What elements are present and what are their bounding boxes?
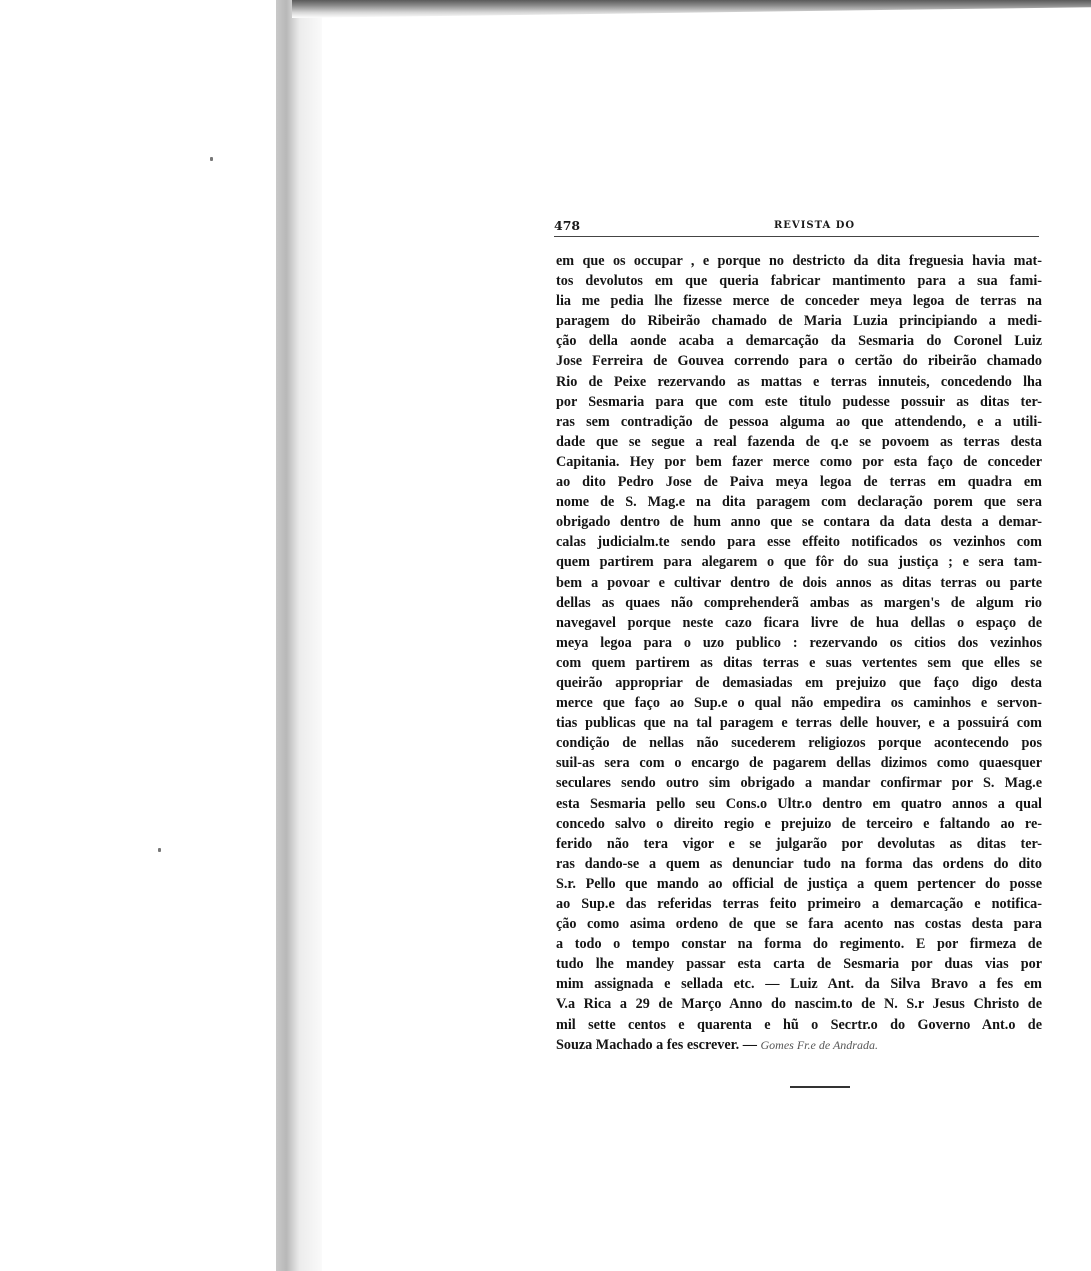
page-number: 478	[554, 218, 581, 233]
scan-top-edge	[292, 0, 1091, 18]
body-text	[556, 251, 1042, 1055]
text-line: paragem do Ribeirão chamado de Maria Luzia principiando a medi-	[556, 313, 1042, 330]
text-line: concedo salvo o direito regio e prejuizo de terceiro e faltando ao re-	[556, 815, 1042, 832]
text-line: ção della aonde acaba a demarcação da Sesmaria do Coronel Luiz	[556, 333, 1042, 350]
text-line: dade que se segue a real fazenda de q.e se povoem as terras desta	[556, 433, 1042, 450]
text-line: bem a povoar e cultivar dentro de dois annos as ditas terras ou parte	[556, 574, 1042, 591]
text-line: queirão appropriar de demasiadas em prejuizo que faço digo desta	[556, 674, 1042, 691]
text-line: V.a Rica a 29 de Março Anno do nascim.to de N. S.r Jesus Christo de	[556, 996, 1042, 1013]
text-line: calas judicialm.te sendo para esse effeito notificados os vezinhos com	[556, 534, 1042, 551]
book-gutter-fade	[300, 0, 322, 1271]
text-line: por Sesmaria para que com este titulo pudesse possuir as ditas ter-	[556, 393, 1042, 410]
text-line: merce que faço ao Sup.e o qual não empedira os caminhos e servon-	[556, 695, 1042, 712]
closing-text: Souza Machado a fes escrever. —	[556, 1036, 761, 1053]
page-margin-left	[0, 0, 282, 1271]
text-line: nome de S. Mag.e na dita paragem com declaração porem que sera	[556, 494, 1042, 511]
text-line: tias publicas que na tal paragem e terras delle houver, e a possuirá com	[556, 715, 1042, 732]
text-line: tos devolutos em que queria fabricar mantimento para a sua fami-	[556, 273, 1042, 290]
text-line: navegavel porque neste cazo ficara livre de hua dellas o espaço de	[556, 614, 1042, 631]
book-page	[554, 214, 1044, 1055]
text-line: condição de nellas não sucederem religiozos porque acontecendo pos	[556, 735, 1042, 752]
text-line: lia me pedia lhe fizesse merce de conceder meya legoa de terras na	[556, 293, 1042, 310]
text-line: em que os occupar , e porque no destricto da dita freguesia havia mat-	[556, 253, 1042, 269]
text-line: tudo lhe mandey passar esta carta de Sesmaria por duas vias por	[556, 956, 1042, 973]
text-line: com quem partirem as ditas terras e suas vertentes sem que elles se	[556, 654, 1042, 671]
running-head	[554, 214, 1044, 236]
text-line-last	[556, 1035, 1042, 1055]
text-line: ras sem contradição de pessoa alguma ao que attendendo, e a utili-	[556, 413, 1042, 430]
text-line: ferido não tera vigor e se julgarão por devolutas as ditas ter-	[556, 835, 1042, 852]
text-line: ao dito Pedro Jose de Paiva meya legoa de terras em quadra em	[556, 474, 1042, 491]
text-line: esta Sesmaria pello seu Cons.o Ultr.o dentro em quatro annos a qual	[556, 795, 1042, 812]
end-rule	[790, 1086, 850, 1088]
header-rule	[554, 236, 1039, 237]
text-line: Rio de Peixe rezervando as mattas e terras innuteis, concedendo lha	[556, 373, 1042, 390]
signature: Gomes Fr.e de Andrada.	[760, 1037, 878, 1052]
text-line: dellas as quaes não comprehenderã ambas as margen's de algum rio	[556, 594, 1042, 611]
text-line: suil-as sera com o encargo de pagarem dellas dizimos como quaesquer	[556, 755, 1042, 772]
text-line: S.r. Pello que mando ao official de justiça a quem pertencer do posse	[556, 875, 1042, 892]
text-line: Capitania. Hey por bem fazer merce como por esta faço de conceder	[556, 453, 1042, 470]
scan-speck	[210, 157, 213, 161]
text-line: obrigado dentro de hum anno que se contara da data desta a demar-	[556, 514, 1042, 531]
running-head-title: REVISTA DO	[774, 220, 856, 231]
text-line: meya legoa para o uzo publico : rezervando os citios dos vezinhos	[556, 634, 1042, 651]
text-line: quem partirem para alegarem o que fôr do sua justiça ; e sera tam-	[556, 554, 1042, 571]
text-line: mil sette centos e quarenta e hũ o Secrtr.o do Governo Ant.o de	[556, 1016, 1042, 1033]
book-gutter-shadow	[276, 0, 302, 1271]
text-line: ao Sup.e das referidas terras feito primeiro a demarcação e notifica-	[556, 896, 1042, 912]
text-line: seculares sendo outro sim obrigado a mandar confirmar por S. Mag.e	[556, 775, 1042, 792]
text-line: ras dando-se a quem as denunciar tudo na forma das ordens do dito	[556, 855, 1042, 872]
text-line: ção como asima ordeno de que se fara acento nas costas desta para	[556, 916, 1042, 933]
text-line: Jose Ferreira de Gouvea correndo para o certão do ribeirão chamado	[556, 353, 1042, 370]
text-line: mim assignada e sellada etc. — Luiz Ant. da Silva Bravo a fes em	[556, 976, 1042, 993]
text-line: a todo o tempo constar na forma do regimento. E por firmeza de	[556, 936, 1042, 953]
scan-speck	[158, 848, 161, 852]
